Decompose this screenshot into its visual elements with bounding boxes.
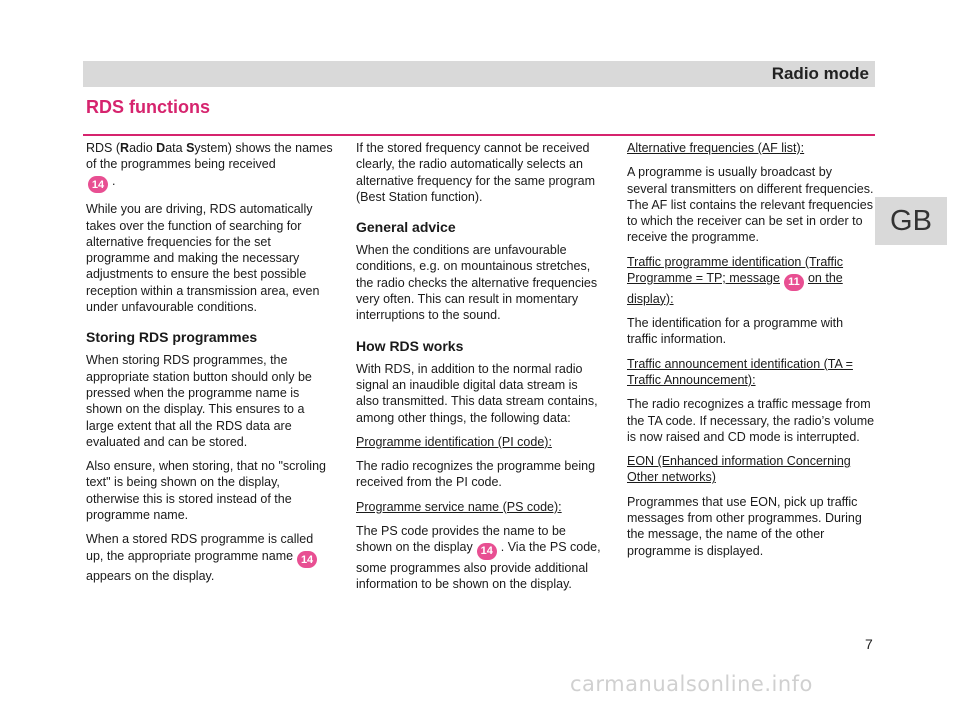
paragraph-text: When a stored RDS programme is called up, the appropriate programme name <box>86 532 314 563</box>
paragraph: A programme is usually broadcast by several transmitters on different frequencies. The AF list contains the relevant frequencies to which the receiver can be set in order to receive the programme. <box>627 165 874 245</box>
section-divider <box>83 134 875 136</box>
subheading <box>627 254 875 307</box>
subheading-eon: EON (Enhanced information Concerning Other networks) <box>627 454 851 485</box>
intro-text-d: D <box>156 141 166 155</box>
reference-badge: 14 <box>477 543 497 560</box>
reference-badge: 14 <box>88 176 108 193</box>
paragraph <box>356 523 604 593</box>
header-bar <box>83 61 875 87</box>
subheading <box>627 453 875 486</box>
subheading-tp-end: on the display): <box>627 271 843 306</box>
subheading <box>356 434 604 450</box>
page-number: 7 <box>865 636 873 652</box>
paragraph: While you are driving, RDS automatically takes over the function of searching for alternative frequencies for the set programme and making the necessary adjustments to ensure the best possible reception within a transmission area, even under unfavourable conditions. <box>86 202 320 315</box>
subheading-af: Alternative frequencies (AF list): <box>627 141 805 155</box>
paragraph: The radio recognizes a traffic message from the TA code. If necessary, the radio’s volume is now raised and CD mode is interrupted. <box>627 397 875 444</box>
heading-storing: Storing RDS programmes <box>86 329 258 346</box>
paragraph: Programmes that use EON, pick up traffic messages from other programmes. During the message, the name of the other programme is displayed. <box>627 494 862 558</box>
subheading-ta: Traffic announcement identification (TA = Traffic Announcement): <box>627 356 853 387</box>
intro-paragraph <box>86 140 334 193</box>
paragraph-text: appears on the display. <box>86 569 215 584</box>
heading-general: General advice <box>356 219 456 236</box>
subheading <box>627 356 875 389</box>
subheading-ps: Programme service name (PS code): <box>356 499 562 514</box>
paragraph-text: The PS code provides the name to be shown on the display <box>356 524 566 555</box>
paragraph <box>86 531 334 584</box>
reference-badge: 11 <box>784 274 804 291</box>
paragraph: If the stored frequency cannot be received clearly, the radio automatically selects an alternative frequency for the same program (Best Station function). <box>356 141 596 204</box>
paragraph: The radio recognizes the programme being received from the PI code. <box>356 459 596 490</box>
intro-text-a: RDS ( <box>86 141 121 155</box>
paragraph: Also ensure, when storing, that no "scroling text" is being shown on the display, otherwise this is stored instead of the programme name. <box>86 459 326 522</box>
language-tab: GB <box>875 197 947 245</box>
intro-text-r: R <box>120 141 130 155</box>
heading-how: How RDS works <box>356 337 464 354</box>
reference-badge: 14 <box>297 551 317 568</box>
intro-text-c: ata <box>165 141 187 155</box>
subheading <box>627 140 875 156</box>
paragraph: When storing RDS programmes, the appropriate station button should only be pressed when the programme name is shown on the display. This ensures to a large extent that all the RDS data are evaluated and can be stored. <box>86 353 312 449</box>
intro-text-s: S <box>186 141 195 155</box>
paragraph: The identification for a programme with traffic information. <box>627 316 844 347</box>
section-title: RDS functions <box>86 97 210 117</box>
header-title: Radio mode <box>771 64 869 83</box>
intro-text-end: . <box>112 173 116 188</box>
intro-text-e: ystem) shows the names of the programmes being received <box>86 141 333 172</box>
intro-text-b: adio <box>129 141 157 155</box>
paragraph: With RDS, in addition to the normal radio signal an inaudible digital data stream is also transmitted. This data stream contains, among other things, the following data: <box>356 361 598 425</box>
column-2 <box>356 140 604 601</box>
subheading-tp: Traffic programme identification (Traffic Programme = TP; message <box>627 254 844 286</box>
column-3 <box>627 140 875 567</box>
column-1 <box>86 140 334 593</box>
subheading <box>356 499 604 515</box>
subheading-pi: Programme identification (PI code): <box>356 434 552 449</box>
paragraph: When the conditions are unfavourable conditions, e.g. on mountainous stretches, the radio checks the alternative frequencies very often. This can result in momentary interruptions to the sound. <box>356 243 598 323</box>
paragraph-text: . Via the PS code, some programmes also provide additional information to be shown on the display. <box>356 540 601 592</box>
watermark: carmanualsonline.info <box>570 672 813 696</box>
